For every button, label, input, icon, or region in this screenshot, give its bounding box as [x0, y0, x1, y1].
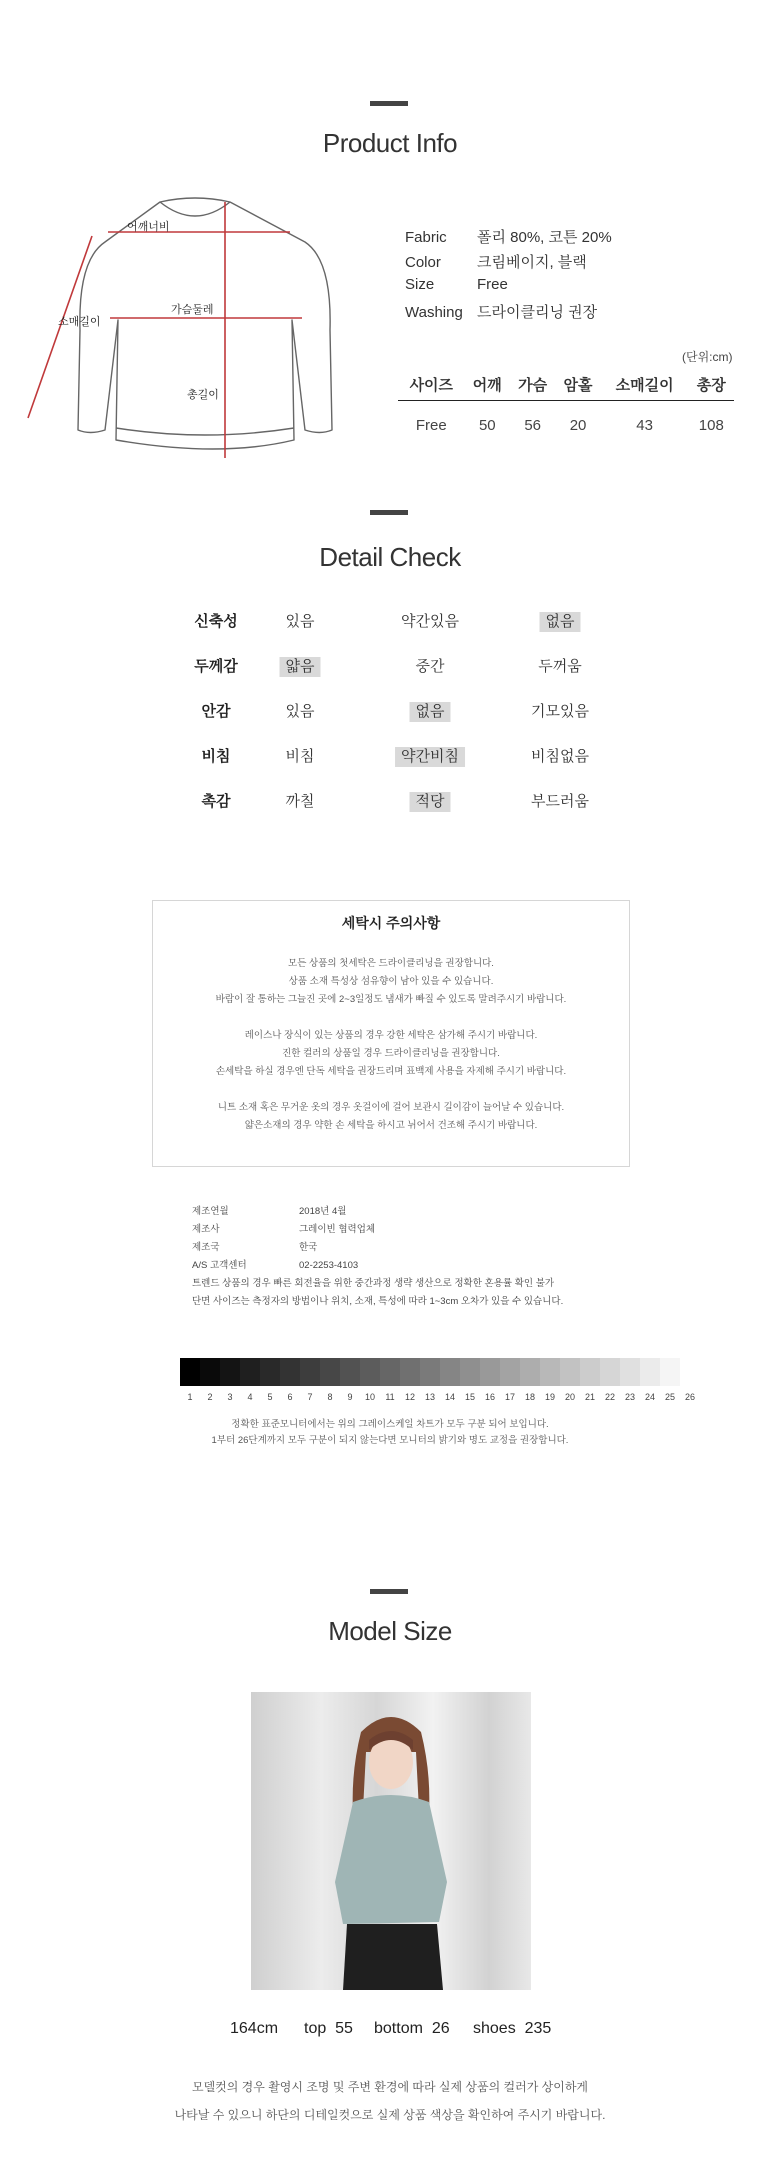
grayscale-number: 2: [207, 1392, 213, 1402]
detail-check-row: [0, 612, 780, 636]
detail-check-option: 부드러움: [531, 793, 589, 810]
grayscale-number: 17: [504, 1392, 515, 1402]
grayscale-number: 3: [227, 1392, 233, 1402]
section-title-detail-check: Detail Check: [319, 542, 461, 572]
grayscale-caption: 정확한 표준모니터에서는 위의 그레이스케일 차트가 모두 구분 되어 보입니다.: [231, 1419, 549, 1430]
grayscale-number: 26: [684, 1392, 695, 1402]
model-note: 모델컷의 경우 촬영시 조명 및 주변 환경에 따라 실제 상품의 컬러가 상이하게: [191, 2080, 589, 2094]
section-title-model-size: Model Size: [328, 1616, 452, 1646]
wash-notice-line: 손세탁을 하실 경우엔 단독 세탁을 권장드리며 표백제 사용을 자제해 주시기 바랍니다.: [215, 1066, 567, 1077]
wash-notice-line: 니트 소재 혹은 무거운 옷의 경우 옷걸이에 걸어 보관시 길이감이 늘어날 수 있습니다.: [217, 1102, 565, 1113]
garment-measure-diagram: [20, 190, 350, 470]
wash-notice-line: 바람이 잘 통하는 그늘진 곳에 2~3일정도 냄새가 빠질 수 있도록 말려주시기 바랍니다.: [215, 994, 567, 1005]
grayscale-number: 6: [287, 1392, 293, 1402]
grayscale-number: 19: [544, 1392, 555, 1402]
section-divider: [370, 1589, 408, 1594]
grayscale-swatch: [360, 1358, 380, 1386]
detail-check-option-selected: 적당: [410, 792, 451, 812]
label-sleeve: 소매길이: [58, 316, 101, 328]
detail-check-option: 중간: [415, 658, 445, 675]
grayscale-number: 8: [327, 1392, 333, 1402]
grayscale-swatch: [500, 1358, 520, 1386]
grayscale-swatch: [460, 1358, 480, 1386]
grayscale-swatch: [220, 1358, 240, 1386]
section-divider: [370, 510, 408, 515]
grayscale-swatch: [660, 1358, 680, 1386]
grayscale-swatch: [440, 1358, 460, 1386]
model-photo: [251, 1692, 531, 1990]
detail-check-option-selected: 없음: [540, 612, 581, 632]
label-length: 총길이: [187, 389, 219, 401]
section-title-product-info: Product Info: [322, 128, 458, 158]
grayscale-number: 14: [444, 1392, 455, 1402]
garment-hem: [116, 428, 294, 435]
detail-check-option-selected: 얇음: [280, 657, 321, 677]
grayscale-swatch: [540, 1358, 560, 1386]
grayscale-number: 20: [564, 1392, 575, 1402]
info-row: 제조사 그레이빈 협력업체: [192, 1224, 376, 1235]
detail-check-row: [0, 792, 780, 816]
label-shoulder: 어깨너비: [127, 221, 170, 233]
detail-check-option: 약간있음: [401, 613, 459, 630]
grayscale-bar: [180, 1358, 700, 1386]
detail-check-option-selected: 없음: [410, 702, 451, 722]
grayscale-number: 5: [267, 1392, 273, 1402]
wash-notice-line: 진한 컬러의 상품일 경우 드라이클리닝을 권장합니다.: [282, 1048, 500, 1059]
wash-notice-box: [152, 900, 630, 1167]
grayscale-swatch: [400, 1358, 420, 1386]
info-row: A/S 고객센터 02-2253-4103: [192, 1260, 359, 1271]
detail-check-row: [0, 657, 780, 681]
section-divider: [370, 101, 408, 106]
info-row: 제조국 한국: [192, 1242, 318, 1253]
detail-check-label: 신축성: [194, 613, 238, 630]
detail-check-option: 두꺼움: [538, 658, 582, 675]
grayscale-swatch: [200, 1358, 220, 1386]
grayscale-swatch: [560, 1358, 580, 1386]
info-note: 단면 사이즈는 측정자의 방법이나 위치, 소재, 특성에 따라 1~3cm 오차가 있을 수 있습니다.: [192, 1296, 564, 1307]
grayscale-number: 7: [307, 1392, 313, 1402]
grayscale-swatch: [380, 1358, 400, 1386]
detail-check-label: 비침: [201, 748, 231, 765]
grayscale-swatch: [300, 1358, 320, 1386]
wash-notice-line: 얇은소재의 경우 약한 손 세탁을 하시고 뉘어서 건조해 주시기 바랍니다.: [244, 1120, 538, 1131]
detail-check-option-selected: 약간비침: [395, 747, 465, 767]
size-table-header: 사이즈 어깨 가슴 암홀 소매길이 총장: [398, 368, 734, 401]
grayscale-number: 16: [484, 1392, 495, 1402]
detail-check-option: 있음: [285, 703, 315, 720]
grayscale-swatch: [520, 1358, 540, 1386]
grayscale-number: 23: [624, 1392, 635, 1402]
spec-size: Size Free: [405, 276, 508, 293]
wash-notice-line: 상품 소재 특성상 섬유향이 남아 있을 수 있습니다.: [288, 976, 494, 987]
grayscale-swatch: [260, 1358, 280, 1386]
detail-check-option: 비침: [285, 748, 315, 765]
grayscale-number: 13: [424, 1392, 435, 1402]
model-skirt: [343, 1924, 443, 1990]
grayscale-number: 12: [404, 1392, 415, 1402]
model-top: top 55: [304, 2020, 353, 2037]
model-note: 나타날 수 있으니 하단의 디테일컷으로 실제 상품 색상을 확인하여 주시기 바랍니다.: [174, 2108, 606, 2122]
wash-notice-line: 모든 상품의 첫세탁은 드라이클리닝을 권장합니다.: [288, 958, 494, 969]
table-row: Free 50 56 20 43 108: [415, 416, 724, 434]
size-table: [398, 368, 734, 449]
grayscale-swatch: [580, 1358, 600, 1386]
grayscale-swatch: [620, 1358, 640, 1386]
grayscale-number: 9: [347, 1392, 353, 1402]
wash-notice-title: 세탁시 주의사항: [341, 915, 441, 931]
grayscale-number: 24: [644, 1392, 655, 1402]
info-note: 트렌드 상품의 경우 빠른 회전율을 위한 중간과정 생략 생산으로 정확한 혼용률 확인 불가: [192, 1278, 555, 1289]
grayscale-swatch: [480, 1358, 500, 1386]
grayscale-swatch: [240, 1358, 260, 1386]
grayscale-caption: 1부터 26단계까지 모두 구분이 되지 않는다면 모니터의 밝기와 명도 교정을 권장합니다.: [211, 1435, 569, 1446]
garment-neckline: [160, 202, 230, 216]
grayscale-swatch: [680, 1358, 700, 1386]
grayscale-number: 11: [385, 1392, 395, 1402]
grayscale-number: 25: [664, 1392, 675, 1402]
detail-check-option: 비침없음: [531, 748, 589, 765]
model-shoes: shoes 235: [473, 2020, 552, 2037]
detail-check-option: 까칠: [285, 793, 315, 810]
spec-washing: Washing 드라이클리닝 권장: [405, 304, 598, 321]
label-chest: 가슴둘레: [171, 304, 214, 316]
detail-check-row: [0, 702, 780, 726]
grayscale-number: 1: [187, 1392, 193, 1402]
grayscale-number: 22: [604, 1392, 615, 1402]
grayscale-number: 18: [524, 1392, 535, 1402]
spec-fabric: Fabric 폴리 80%, 코튼 20%: [405, 229, 612, 246]
grayscale-swatch: [600, 1358, 620, 1386]
detail-check-label: 두께감: [194, 658, 238, 675]
model-bottom: bottom 26: [374, 2020, 450, 2037]
grayscale-swatch: [280, 1358, 300, 1386]
detail-check-label: 촉감: [201, 793, 231, 810]
size-unit: (단위:cm): [682, 350, 733, 364]
grayscale-number: 4: [247, 1392, 253, 1402]
info-row: 제조연월 2018년 4월: [192, 1206, 347, 1217]
grayscale-number: 10: [364, 1392, 375, 1402]
garment-outline: [78, 198, 332, 449]
detail-check-option: 기모있음: [531, 703, 589, 720]
detail-check-option: 있음: [285, 613, 315, 630]
grayscale-number: 21: [584, 1392, 595, 1402]
detail-check-row: [0, 747, 780, 771]
grayscale-swatch: [420, 1358, 440, 1386]
model-blouse: [335, 1795, 447, 1924]
spec-color: Color 크림베이지, 블랙: [405, 254, 587, 271]
wash-notice-line: 레이스나 장식이 있는 상품의 경우 강한 세탁은 삼가해 주시기 바랍니다.: [244, 1030, 538, 1041]
model-height: 164cm: [230, 2020, 279, 2037]
grayscale-swatch: [320, 1358, 340, 1386]
grayscale-swatch: [180, 1358, 200, 1386]
grayscale-swatch: [640, 1358, 660, 1386]
detail-check-label: 안감: [201, 703, 231, 720]
grayscale-number: 15: [464, 1392, 475, 1402]
grayscale-swatch: [340, 1358, 360, 1386]
